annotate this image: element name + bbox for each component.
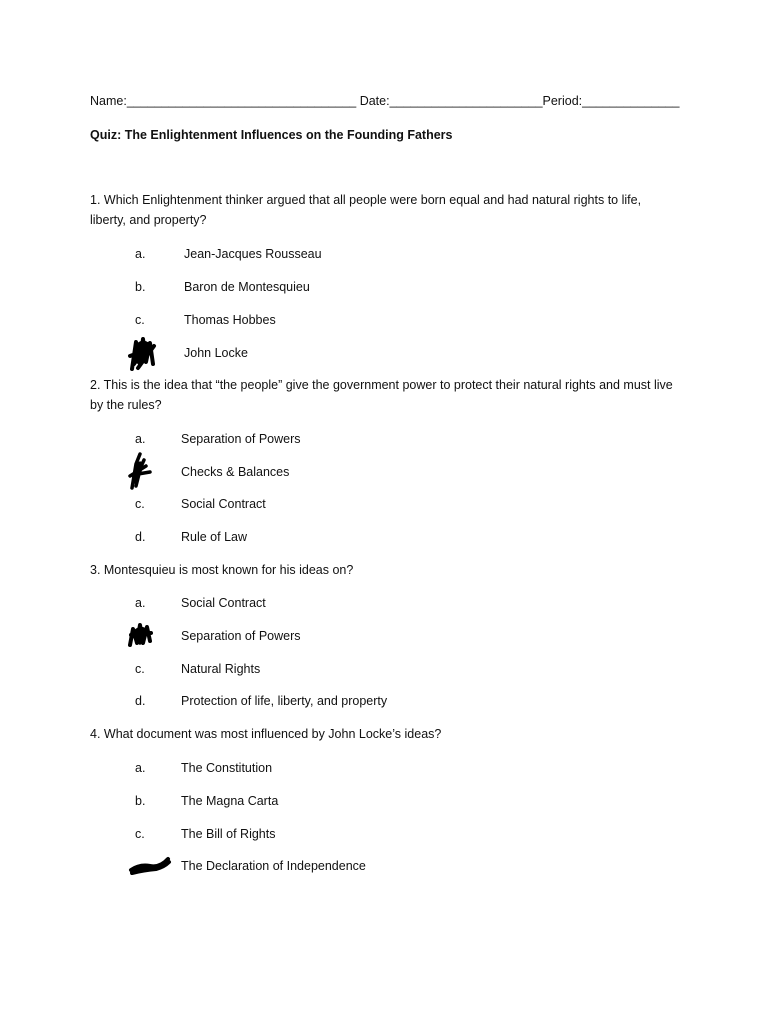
- q3-option-a-text: Social Contract: [181, 596, 266, 610]
- q1-option-d-text: John Locke: [184, 346, 248, 360]
- q3-option-b-text: Separation of Powers: [181, 629, 301, 643]
- q2-option-d-letter: d.: [135, 530, 146, 544]
- q1-option-c-letter: c.: [135, 313, 145, 327]
- q2-option-b-text: Checks & Balances: [181, 465, 290, 479]
- name-date-period-line: Name:_________________________________ Date:______________________Period:______________: [90, 94, 680, 108]
- q2-option-c-letter: c.: [135, 497, 145, 511]
- answer-scribble-mark-q2: [124, 450, 154, 490]
- q1-option-a-text: Jean-Jacques Rousseau: [184, 247, 322, 261]
- q2-option-c-text: Social Contract: [181, 497, 266, 511]
- answer-scribble-mark-q1: [126, 334, 158, 372]
- q4-option-c-letter: c.: [135, 827, 145, 841]
- q4-option-d-text: The Declaration of Independence: [181, 859, 366, 873]
- q2-option-d-text: Rule of Law: [181, 530, 248, 544]
- quiz-title: Quiz: The Enlightenment Influences on the Founding Fathers: [90, 128, 453, 142]
- q2-option-a-text: Separation of Powers: [181, 432, 301, 446]
- q4-option-a-letter: a.: [135, 761, 146, 775]
- q3-option-c-text: Natural Rights: [181, 662, 261, 676]
- q3-option-c-letter: c.: [135, 662, 145, 676]
- q3-option-d-letter: d.: [135, 694, 146, 708]
- q4-option-b-text: The Magna Carta: [181, 794, 279, 808]
- question-4-text: 4. What document was most influenced by John Locke’s ideas?: [90, 727, 442, 741]
- q3-option-a-letter: a.: [135, 596, 146, 610]
- question-3-text: 3. Montesquieu is most known for his ideas on?: [90, 563, 354, 577]
- q1-option-b-letter: b.: [135, 280, 146, 294]
- q1-option-b-text: Baron de Montesquieu: [184, 280, 310, 294]
- q3-option-d-text: Protection of life, liberty, and property: [181, 694, 388, 708]
- q4-option-a-text: The Constitution: [181, 761, 273, 775]
- answer-scribble-mark-q4: [128, 854, 172, 876]
- q4-option-b-letter: b.: [135, 794, 146, 808]
- q1-option-c-text: Thomas Hobbes: [184, 313, 276, 327]
- q2-option-a-letter: a.: [135, 432, 146, 446]
- question-1-text: 1. Which Enlightenment thinker argued that all people were born equal and had natural rights to life, liberty, and property?: [90, 193, 642, 227]
- question-2-text: 2. This is the idea that “the people” give the government power to protect their natural rights and must live by the rules?: [90, 378, 673, 412]
- answer-scribble-mark-q3: [126, 621, 156, 649]
- q1-option-a-letter: a.: [135, 247, 146, 261]
- q4-option-c-text: The Bill of Rights: [181, 827, 276, 841]
